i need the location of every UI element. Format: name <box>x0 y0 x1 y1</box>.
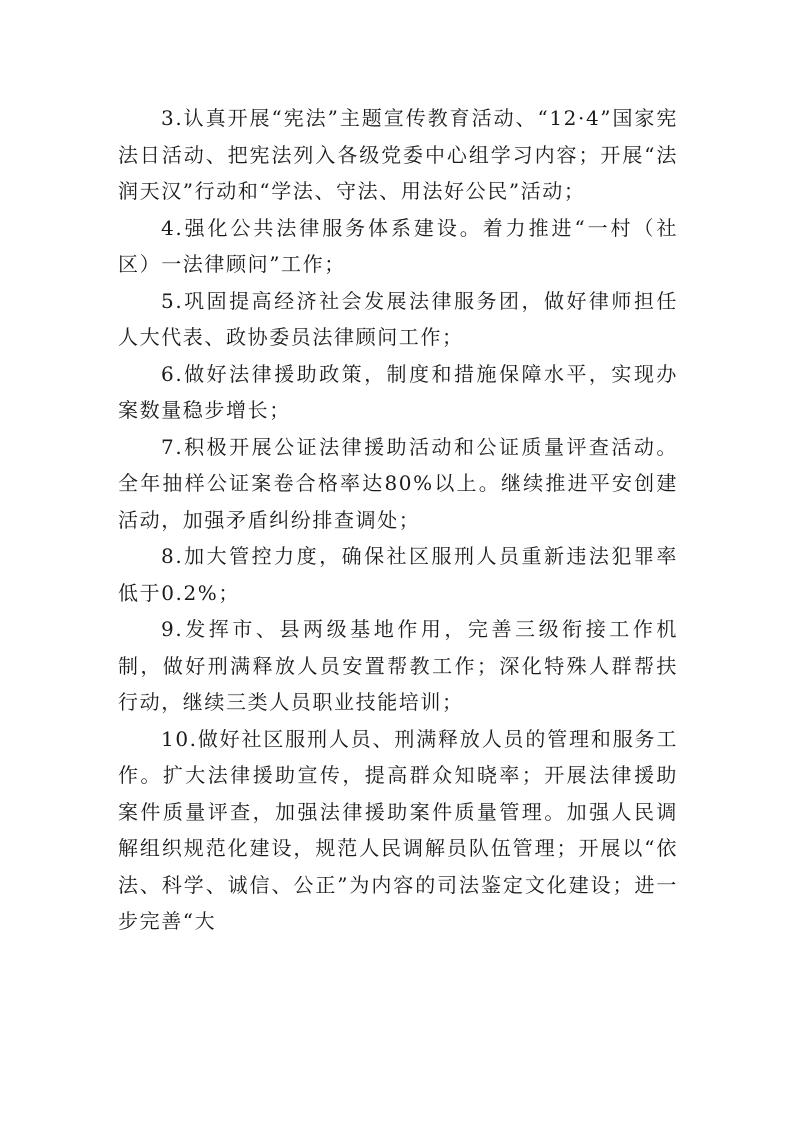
paragraph-item-7: 7.积极开展公证法律援助活动和公证质量评查活动。全年抽样公证案卷合格率达80%以上。继续推进平安创建活动，加强矛盾纠纷排查调处； <box>118 434 678 532</box>
paragraph-item-10: 10.做好社区服刑人员、刑满释放人员的管理和服务工作。扩大法律援助宣传，提高群众知晓率；开展法律援助案件质量评查，加强法律援助案件质量管理。加强人民调解组织规范化建设，规范人民调解员队伍管理；开展以“依法、科学、诚信、公正”为内容的司法鉴定文化建设；进一步完善“大 <box>118 726 678 933</box>
paragraph-item-4: 4.强化公共法律服务体系建设。着力推进“一村（社区）一法律顾问”工作； <box>118 215 678 276</box>
paragraph-item-9: 9.发挥市、县两级基地作用，完善三级衔接工作机制，做好刑满释放人员安置帮教工作；深化特殊人群帮扶行动，继续三类人员职业技能培训； <box>118 617 678 714</box>
paragraph-item-5: 5.巩固提高经济社会发展法律服务团，做好律师担任人大代表、政协委员法律顾问工作； <box>118 288 678 349</box>
paragraph-item-3: 3.认真开展“宪法”主题宣传教育活动、“12·4”国家宪法日活动、把宪法列入各级党委中心组学习内容；开展“法润天汉”行动和“学法、守法、用法好公民”活动； <box>118 106 678 203</box>
paragraph-item-6: 6.做好法律援助政策，制度和措施保障水平，实现办案数量稳步增长； <box>118 361 678 422</box>
document-body <box>118 100 678 940</box>
paragraph-item-8: 8.加大管控力度，确保社区服刑人员重新违法犯罪率低于0.2%； <box>118 544 678 605</box>
